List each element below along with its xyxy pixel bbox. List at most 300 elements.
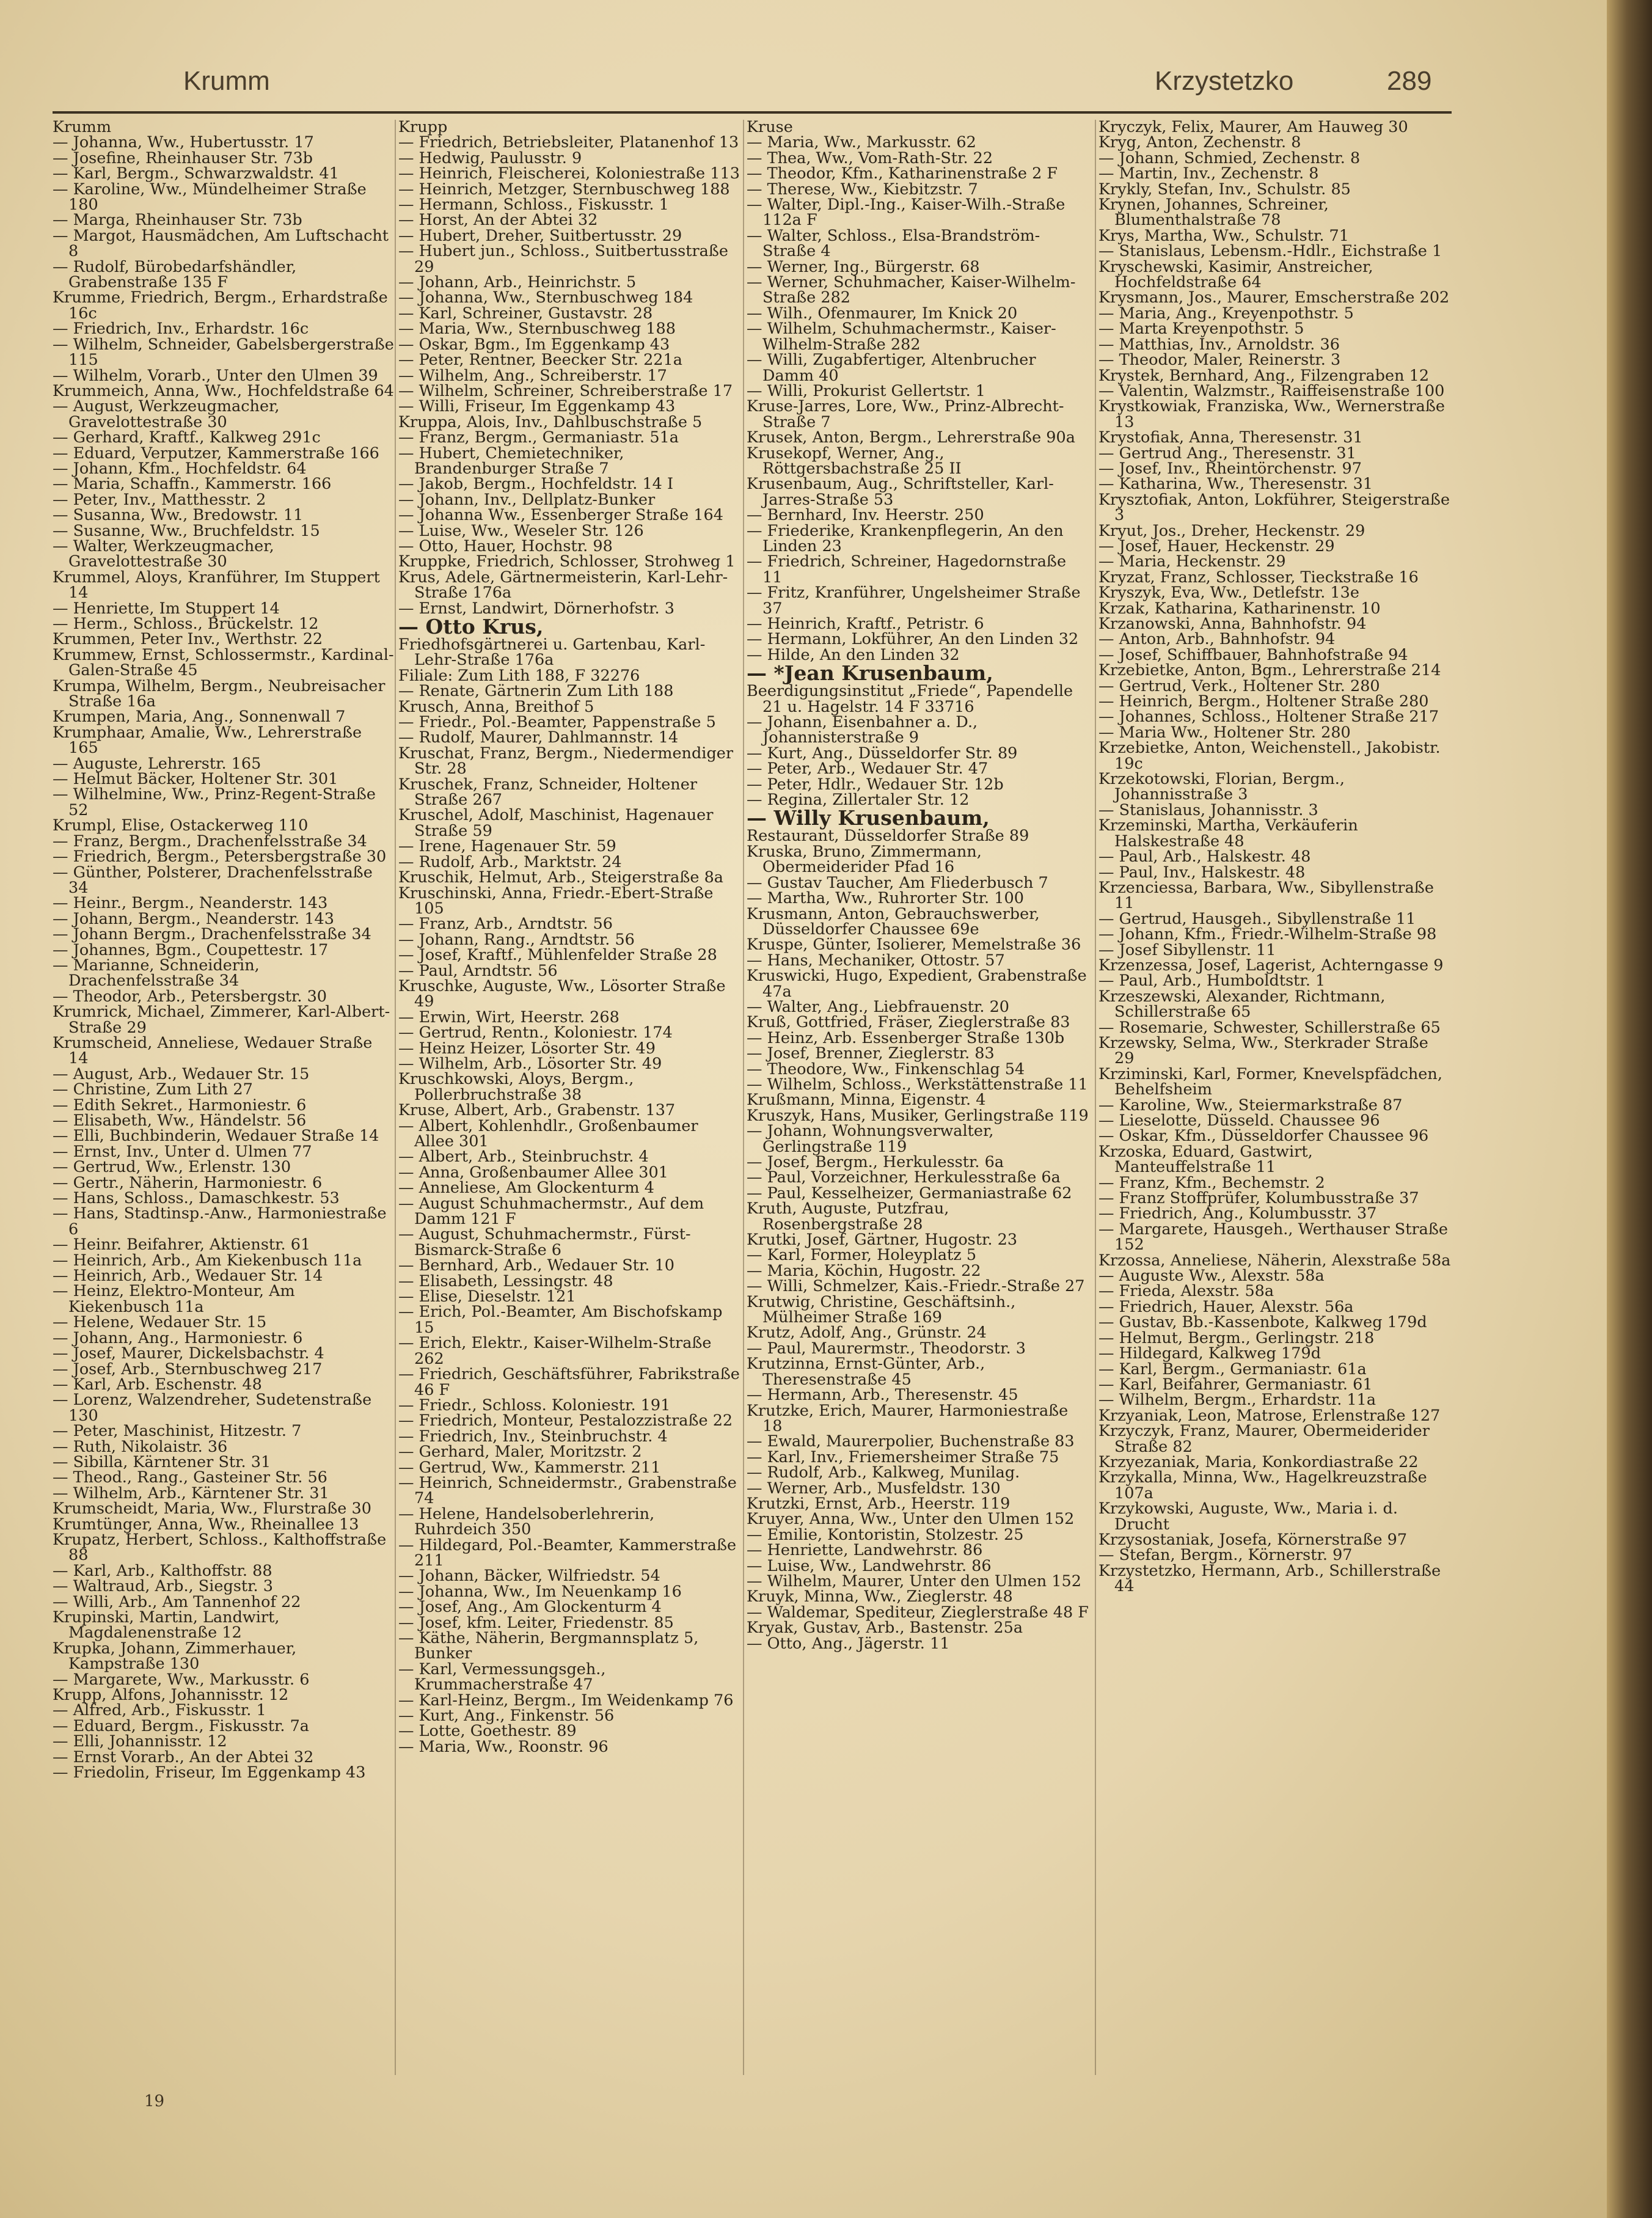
directory-entry: Beerdigungsinstitut „Friede“, Papendelle 21 u. Hagelstr. 14 F 33716 (747, 682, 1073, 716)
directory-entry: Krummeich, Anna, Ww., Hochfeldstraße 64 (53, 381, 394, 400)
directory-entry: — Maria, Heckenstr. 29 (1098, 552, 1286, 571)
directory-entry: — Paul, Inv., Halskestr. 48 (1098, 863, 1306, 882)
directory-entry: Krykly, Stefan, Inv., Schulstr. 85 (1098, 180, 1351, 199)
directory-entry: — Josef, Brenner, Zieglerstr. 83 (747, 1044, 995, 1063)
directory-entry: — Karl, Inv., Friemersheimer Straße 75 (747, 1448, 1059, 1466)
directory-entry: — Karl, Schreiner, Gustavstr. 28 (398, 304, 653, 323)
directory-entry: Krußmann, Minna, Eigenstr. 4 (747, 1091, 986, 1110)
directory-entry: Kruse, Albert, Arb., Grabenstr. 137 (398, 1101, 676, 1120)
directory-entry: Krysmann, Jos., Maurer, Emscherstraße 202 (1098, 288, 1450, 307)
directory-entry: — Maria, Ww., Markusstr. 62 (747, 133, 976, 152)
directory-entry: Krzeminski, Martha, Verkäuferin Halskestraße 48 (1098, 816, 1358, 851)
directory-entry: — Auguste, Lehrerstr. 165 (53, 754, 261, 773)
directory-entry: — Helmut, Bergm., Gerlingstr. 218 (1098, 1328, 1375, 1347)
directory-entry: — Gertrud, Ww., Kammerstr. 211 (398, 1458, 661, 1477)
directory-entry: — Friedrich, Ang., Kolumbusstr. 37 (1098, 1204, 1377, 1223)
directory-entry: — Karl, Arb., Kalthoffstr. 88 (53, 1561, 272, 1580)
directory-entry: — Friedolin, Friseur, Im Eggenkamp 43 (53, 1763, 366, 1782)
directory-entry: — Werner, Arb., Musfeldstr. 130 (747, 1479, 1001, 1498)
directory-entry: — Oskar, Kfm., Düsseldorfer Chaussee 96 (1098, 1127, 1429, 1146)
directory-entry: — Karoline, Ww., Steiermarkstraße 87 (1098, 1096, 1403, 1114)
directory-entry: — Willi, Prokurist Gellertstr. 1 (747, 381, 986, 400)
directory-entry: Krystek, Bernhard, Ang., Filzengraben 12 (1098, 366, 1430, 385)
directory-entry: — Rudolf, Arb., Kalkweg, Munilag. (747, 1463, 1020, 1482)
directory-entry: Krumphaar, Amalie, Ww., Lehrerstraße 165 (53, 723, 362, 758)
directory-entry: — Walter, Dipl.-Ing., Kaiser-Wilh.-Straße 112a F (747, 196, 1065, 230)
directory-entry: — Josef, Kraftf., Mühlenfelder Straße 28 (398, 946, 717, 965)
directory-entry: — Willi, Arb., Am Tannenhof 22 (53, 1592, 301, 1611)
directory-entry: — Johann, Bergm., Neanderstr. 143 (53, 909, 334, 928)
directory-entry: — Franz, Kfm., Bechemstr. 2 (1098, 1173, 1325, 1192)
directory-entry: — Martha, Ww., Ruhrorter Str. 100 (747, 889, 1024, 908)
directory-entry: Krumm (53, 120, 112, 136)
directory-entry: Krutzinna, Ernst-Günter, Arb., Theresenstraße 45 (747, 1355, 985, 1389)
directory-entry: Kruschek, Franz, Schneider, Holtener Straße 267 (398, 775, 698, 810)
directory-entry: Filiale: Zum Lith 188, F 32276 (398, 666, 640, 685)
directory-entry: — Hubert, Dreher, Suitbertusstr. 29 (398, 226, 682, 245)
directory-entry: — Peter, Hdlr., Wedauer Str. 12b (747, 775, 1004, 794)
directory-entry: — Rosemarie, Schwester, Schillerstraße 65 (1098, 1018, 1441, 1037)
directory-entry: Krumpl, Elise, Ostackerweg 110 (53, 816, 309, 835)
directory-entry: Kryzat, Franz, Schlosser, Tieckstraße 16 (1098, 568, 1419, 587)
directory-entry: Krusekopf, Werner, Ang., Röttgersbachstraße 25 II (747, 444, 962, 478)
directory-entry: — Friedrich, Betriebsleiter, Platanenhof 13 (398, 133, 739, 152)
directory-entry: — Henriette, Im Stuppert 14 (53, 599, 280, 618)
directory-entry: — Emilie, Kontoristin, Stolzestr. 25 (747, 1525, 1024, 1544)
directory-entry: — Christine, Zum Lith 27 (53, 1080, 253, 1099)
directory-entry: — Ernst Vorarb., An der Abtei 32 (53, 1748, 314, 1766)
directory-entry: — Fritz, Kranführer, Ungelsheimer Straße 37 (747, 584, 1081, 618)
directory-entry: Kruschik, Helmut, Arb., Steigerstraße 8a (398, 868, 724, 887)
directory-entry: — Josef, Inv., Rheintörchenstr. 97 (1098, 459, 1362, 478)
directory-entry: — Gertr., Näherin, Harmoniestr. 6 (53, 1173, 323, 1192)
directory-entry: — Hildegard, Pol.-Beamter, Kammerstraße 211 (398, 1535, 737, 1570)
directory-entry: — August, Werkzeugmacher, Gravelottestraße 30 (53, 397, 280, 431)
directory-entry: — Gertrud, Rentn., Koloniestr. 174 (398, 1023, 673, 1042)
column-divider (743, 120, 744, 2075)
directory-entry: — Johanna, Ww., Hubertusstr. 17 (53, 133, 314, 152)
directory-entry: — Paul, Vorzeichner, Herkulesstraße 6a (747, 1168, 1061, 1187)
directory-entry: Krzak, Katharina, Katharinenstr. 10 (1098, 599, 1381, 618)
directory-entry: — Hermann, Arb., Theresenstr. 45 (747, 1386, 1018, 1405)
directory-entry: — Heinz, Elektro-Monteur, Am Kiekenbusch 11a (53, 1282, 295, 1316)
directory-entry: — August Schuhmachermstr., Auf dem Damm 121 F (398, 1194, 704, 1229)
directory-entry: — Heinz Heizer, Lösorter Str. 49 (398, 1039, 656, 1058)
directory-entry: — Paul, Kesselheizer, Germaniastraße 62 (747, 1184, 1072, 1202)
directory-entry: — Maria Ww., Holtener Str. 280 (1098, 723, 1351, 742)
directory-entry: Kruppke, Friedrich, Schlosser, Strohweg 1 (398, 552, 736, 571)
directory-entry: — Johann, Wohnungsverwalter, Gerlingstraße 119 (747, 1122, 994, 1156)
directory-entry: — Elise, Dieselstr. 121 (398, 1287, 576, 1306)
directory-entry: — Wilhelm, Bergm., Erhardstr. 11a (1098, 1391, 1376, 1410)
directory-entry: — Willy Krusenbaum, (747, 806, 990, 830)
directory-entry: Krupp (398, 120, 448, 136)
directory-entry: — Johann, Ang., Harmoniestr. 6 (53, 1328, 303, 1347)
directory-entry: — Valentin, Walzmstr., Raiffeisenstraße 100 (1098, 381, 1445, 400)
directory-entry: — Johanna, Ww., Im Neuenkamp 16 (398, 1582, 682, 1601)
directory-entry: — Johann, Inv., Dellplatz-Bunker (398, 490, 656, 509)
directory-entry: — Karl, Vermessungsgeh., Krummacherstraße 47 (398, 1660, 606, 1694)
directory-entry: Kruschkowski, Aloys, Bergm., Pollerbruchstraße 38 (398, 1070, 634, 1104)
directory-entry: — Elisabeth, Ww., Händelstr. 56 (53, 1111, 307, 1130)
directory-entry: Krzenciessa, Barbara, Ww., Sibyllenstraße 11 (1098, 878, 1434, 913)
directory-entry: — Wilhelm, Arb., Lösorter Str. 49 (398, 1054, 662, 1073)
directory-entry: Krusek, Anton, Bergm., Lehrerstraße 90a (747, 428, 1075, 447)
directory-entry: — Stanislaus, Johannisstr. 3 (1098, 800, 1318, 819)
directory-entry: — Franz, Arb., Arndtstr. 56 (398, 915, 613, 934)
directory-entry: — Theodor, Maler, Reinerstr. 3 (1098, 351, 1341, 370)
directory-entry: Krumscheid, Anneliese, Wedauer Straße 14 (53, 1033, 373, 1068)
directory-entry: — Johannes, Schloss., Holtener Straße 217 (1098, 708, 1439, 727)
directory-entry: Krusmann, Anton, Gebrauchswerber, Düsseldorfer Chaussee 69e (747, 904, 1040, 939)
directory-entry: — Günther, Polsterer, Drachenfelsstraße 34 (53, 863, 373, 897)
directory-entry: — Paul, Arndtstr. 56 (398, 961, 558, 980)
directory-entry: Kruschat, Franz, Bergm., Niedermendiger Str. 28 (398, 744, 734, 778)
directory-entry: — Heinr., Bergm., Neanderstr. 143 (53, 894, 328, 913)
directory-entry: — Theodor, Arb., Petersbergstr. 30 (53, 987, 327, 1006)
directory-entry: — Waltraud, Arb., Siegstr. 3 (53, 1577, 273, 1596)
directory-entry: Krzeszewski, Alexander, Richtmann, Schillerstraße 65 (1098, 987, 1386, 1022)
directory-entry: — Walter, Ang., Liebfrauenstr. 20 (747, 997, 1010, 1016)
directory-entry: — Albert, Kohlenhdlr., Großenbaumer Allee 301 (398, 1116, 698, 1151)
page-number: 289 (1387, 66, 1432, 96)
directory-entry: — Heinrich, Metzger, Sternbuschweg 188 (398, 180, 730, 199)
directory-entry: — Luise, Ww., Weseler Str. 126 (398, 521, 644, 540)
directory-entry: — Paul, Arb., Halskestr. 48 (1098, 847, 1311, 866)
directory-entry: Krumpen, Maria, Ang., Sonnenwall 7 (53, 708, 346, 727)
directory-entry: Krzebietke, Anton, Weichenstell., Jakobistr. 19c (1098, 739, 1441, 773)
directory-entry: — Walter, Schloss., Elsa-Brandström-Straße 4 (747, 226, 1040, 261)
directory-entry: — Rudolf, Bürobedarfshändler, Grabenstraße 135 F (53, 257, 297, 292)
directory-entry: — Anneliese, Am Glockenturm 4 (398, 1179, 654, 1198)
directory-entry: — Heinz, Arb. Essenberger Straße 130b (747, 1028, 1065, 1047)
directory-entry: — Heinr. Beifahrer, Aktienstr. 61 (53, 1235, 311, 1254)
directory-entry: — Eduard, Bergm., Fiskusstr. 7a (53, 1716, 309, 1735)
directory-entry: — Johann, Schmied, Zechenstr. 8 (1098, 148, 1361, 167)
directory-entry: — Karl, Bergm., Schwarzwaldstr. 41 (53, 164, 339, 183)
book-spine (1607, 0, 1652, 2218)
directory-entry: — Hubert, Chemietechniker, Brandenburger Straße 7 (398, 444, 624, 478)
directory-entry: Krzoska, Eduard, Gastwirt, Manteuffelstraße 11 (1098, 1142, 1313, 1177)
directory-entry: — Bernhard, Arb., Wedauer Str. 10 (398, 1256, 674, 1275)
directory-entry: Restaurant, Düsseldorfer Straße 89 (747, 827, 1029, 846)
directory-entry: Krziminski, Karl, Former, Knevelspfädchen, Behelfsheim (1098, 1064, 1442, 1099)
directory-entry: — Kurt, Ang., Düsseldorfer Str. 89 (747, 744, 1018, 763)
directory-entry: — Ewald, Maurerpolier, Buchenstraße 83 (747, 1432, 1075, 1451)
directory-entry: — Friedrich, Geschäftsführer, Fabrikstraße 46 F (398, 1365, 740, 1399)
directory-entry: Kruschke, Auguste, Ww., Lösorter Straße 49 (398, 976, 726, 1011)
directory-entry: Kryg, Anton, Zechenstr. 8 (1098, 133, 1301, 152)
directory-entry: — Ruth, Nikolaistr. 36 (53, 1437, 228, 1456)
directory-entry: Krystofiak, Anna, Theresenstr. 31 (1098, 428, 1363, 447)
directory-entry: Krusch, Anna, Breithof 5 (398, 697, 594, 716)
directory-entry: — Otto, Ang., Jägerstr. 11 (747, 1634, 950, 1653)
directory-entry: Kryut, Jos., Dreher, Heckenstr. 29 (1098, 521, 1365, 540)
directory-entry: Kruszyk, Hans, Musiker, Gerlingstraße 119 (747, 1106, 1089, 1125)
directory-entry: — Johanna, Ww., Sternbuschweg 184 (398, 288, 693, 307)
directory-entry: — Rudolf, Arb., Marktstr. 24 (398, 852, 622, 871)
directory-entry: — Susanna, Ww., Bredowstr. 11 (53, 506, 304, 525)
directory-entry: — Theod., Rang., Gasteiner Str. 56 (53, 1468, 327, 1487)
directory-entry: — Peter, Rentner, Beecker Str. 221a (398, 351, 682, 370)
directory-entry: Krzossa, Anneliese, Näherin, Alexstraße 58a (1098, 1251, 1451, 1270)
directory-entry: — Edith Sekret., Harmoniestr. 6 (53, 1096, 307, 1114)
directory-entry: — Renate, Gärtnerin Zum Lith 188 (398, 682, 674, 701)
directory-entry: — Bernhard, Inv. Heerstr. 250 (747, 506, 984, 525)
directory-entry: — Wilhelm, Schuhmachermstr., Kaiser-Wilhelm-Straße 282 (747, 320, 1056, 354)
directory-entry: — Hermann, Lokführer, An den Linden 32 (747, 630, 1079, 649)
directory-entry: — Gerhard, Kraftf., Kalkweg 291c (53, 428, 321, 447)
directory-entry: — Heinrich, Arb., Wedauer Str. 14 (53, 1267, 323, 1286)
directory-entry: — Auguste Ww., Alexstr. 58a (1098, 1267, 1325, 1286)
directory-entry: Krummew, Ernst, Schlossermstr., Kardinal-Galen-Straße 45 (53, 645, 394, 680)
footer-number: 19 (144, 2092, 165, 2110)
header-first-name: Krumm (183, 66, 270, 96)
directory-entry: Friedhofsgärtnerei u. Gartenbau, Karl-Lehr-Straße 176a (398, 635, 706, 670)
directory-entry: Krusenbaum, Aug., Schriftsteller, Karl-Jarres-Straße 53 (747, 475, 1054, 509)
directory-entry: — Elli, Johannisstr. 12 (53, 1732, 227, 1751)
directory-entry: — Johann Bergm., Drachenfelsstraße 34 (53, 925, 371, 944)
column-divider (395, 120, 396, 2075)
directory-entry: Krynen, Johannes, Schreiner, Blumenthalstraße 78 (1098, 196, 1329, 230)
directory-entry: — Walter, Werkzeugmacher, Gravelottestraße 30 (53, 536, 274, 571)
directory-entry: — Josef, Ang., Am Glockenturm 4 (398, 1598, 662, 1617)
directory-entry: — Martin, Inv., Zechenstr. 8 (1098, 164, 1319, 183)
directory-entry: Kruspe, Günter, Isolierer, Memelstraße 36 (747, 935, 1081, 954)
directory-entry: — Josefine, Rheinhauser Str. 73b (53, 148, 313, 167)
directory-entry: — Ernst, Landwirt, Dörnerhofstr. 3 (398, 599, 674, 618)
directory-entry: Krupka, Johann, Zimmerhauer, Kampstraße 130 (53, 1639, 297, 1674)
directory-entry: — Peter, Maschinist, Hitzestr. 7 (53, 1422, 302, 1441)
directory-entry: — Maria, Ang., Kreyenpothstr. 5 (1098, 304, 1354, 323)
directory-entry: — Heinrich, Arb., Am Kiekenbusch 11a (53, 1251, 362, 1270)
directory-entry: — Regina, Zillertaler Str. 12 (747, 791, 970, 810)
directory-entry: Krzyczyk, Franz, Maurer, Obermeiderider Straße 82 (1098, 1422, 1430, 1456)
directory-entry: Kruska, Bruno, Zimmermann, Obermeiderider Pfad 16 (747, 842, 982, 877)
directory-entry: — Johann, Eisenbahner a. D., Johannisterstraße 9 (747, 713, 978, 747)
directory-entry: Kruth, Auguste, Putzfrau, Rosenbergstraße 28 (747, 1199, 949, 1234)
directory-entry: Krupatz, Herbert, Schloss., Kalthoffstraße 88 (53, 1530, 387, 1565)
directory-entry: — Maria, Ww., Roonstr. 96 (398, 1737, 609, 1756)
directory-entry: — Gertrud, Verk., Holtener Str. 280 (1098, 676, 1380, 695)
directory-entry: Krzystetzko, Hermann, Arb., Schillerstraße 44 (1098, 1561, 1441, 1596)
directory-entry: — Hilde, An den Linden 32 (747, 645, 960, 664)
directory-entry: — Hedwig, Paulusstr. 9 (398, 148, 582, 167)
directory-entry: — Wilh., Ofenmaurer, Im Knick 20 (747, 304, 1018, 323)
directory-entry: — Gustav Taucher, Am Fliederbusch 7 (747, 873, 1048, 892)
directory-entry: — Hans, Mechaniker, Ottostr. 57 (747, 951, 1005, 970)
directory-entry: — Käthe, Näherin, Bergmannsplatz 5, Bunker (398, 1629, 699, 1663)
directory-entry: Kruß, Gottfried, Fräser, Zieglerstraße 83 (747, 1013, 1070, 1032)
directory-entry: — Wilhelm, Schneider, Gabelsbergerstraße 115 (53, 335, 394, 370)
directory-entry: Kruswicki, Hugo, Expedient, Grabenstraße 47a (747, 967, 1087, 1001)
directory-entry: — Franz, Bergm., Germaniastr. 51a (398, 428, 679, 447)
directory-entry: — Maria, Schaffn., Kammerstr. 166 (53, 475, 332, 494)
directory-entry: Krumme, Friedrich, Bergm., Erhardstraße 16c (53, 288, 388, 323)
header-rule (53, 111, 1452, 114)
column-1 (53, 120, 395, 2099)
directory-entry: Kryszyk, Eva, Ww., Detlefstr. 13e (1098, 584, 1359, 602)
directory-entry: — Frieda, Alexstr. 58a (1098, 1282, 1274, 1301)
directory-entry: Krystkowiak, Franziska, Ww., Wernerstraße 13 (1098, 397, 1445, 431)
column-4 (1098, 120, 1453, 2099)
directory-entry: — Gertrud Ang., Theresenstr. 31 (1098, 444, 1356, 463)
directory-entry: — Stanislaus, Lebensm.-Hdlr., Eichstraße 1 (1098, 242, 1442, 261)
directory-entry: — Ernst, Inv., Unter d. Ulmen 77 (53, 1142, 312, 1161)
directory-entry: — Peter, Inv., Matthesstr. 2 (53, 490, 266, 509)
directory-entry: Krzyezaniak, Maria, Konkordiastraße 22 (1098, 1452, 1419, 1471)
directory-entry: — Paul, Arb., Humboldtstr. 1 (1098, 972, 1326, 990)
directory-entry: — Oskar, Bgm., Im Eggenkamp 43 (398, 335, 670, 354)
directory-entry: — Lieselotte, Düsseld. Chaussee 96 (1098, 1111, 1380, 1130)
directory-entry: — Johann, Kfm., Friedr.-Wilhelm-Straße 98 (1098, 925, 1437, 944)
directory-entry: Krumscheidt, Maria, Ww., Flurstraße 30 (53, 1499, 371, 1518)
directory-entry: — Johann, Kfm., Hochfeldstr. 64 (53, 459, 307, 478)
directory-entry: — Katharina, Ww., Theresenstr. 31 (1098, 475, 1373, 494)
directory-entry: — Rudolf, Maurer, Dahlmannstr. 14 (398, 728, 679, 747)
directory-entry: Kryschewski, Kasimir, Anstreicher, Hochfeldstraße 64 (1098, 257, 1373, 292)
directory-entry: — Karl, Former, Holeyplatz 5 (747, 1246, 977, 1265)
directory-entry: Krutzki, Ernst, Arb., Heerstr. 119 (747, 1494, 1011, 1513)
directory-entry: — Gerhard, Maler, Moritzstr. 2 (398, 1443, 642, 1462)
column-3 (747, 120, 1089, 2099)
directory-entry: — Wilhelm, Schloss., Werkstättenstraße 11 (747, 1075, 1088, 1094)
directory-entry: — Alfred, Arb., Fiskusstr. 1 (53, 1701, 266, 1720)
directory-entry: — Karl, Bergm., Germaniastr. 61a (1098, 1360, 1367, 1378)
directory-entry: — Marga, Rheinhauser Str. 73b (53, 211, 302, 230)
directory-entry: — Helene, Wedauer Str. 15 (53, 1313, 267, 1332)
directory-entry: — Wilhelm, Arb., Kärntener Str. 31 (53, 1484, 329, 1502)
directory-entry: — Friedrich, Inv., Erhardstr. 16c (53, 320, 309, 339)
directory-entry: — Otto Krus, (398, 615, 544, 639)
directory-entry: Krutki, Josef, Gärtner, Hugostr. 23 (747, 1231, 1018, 1250)
directory-entry: Krus, Adele, Gärtnermeisterin, Karl-Lehr-Straße 176a (398, 568, 728, 602)
column-divider (1095, 120, 1096, 2075)
directory-entry: — Wilhelm, Ang., Schreiberstr. 17 (398, 366, 667, 385)
directory-entry: Krutzke, Erich, Maurer, Harmoniestraße 18 (747, 1401, 1069, 1435)
directory-entry: — Lotte, Goethestr. 89 (398, 1722, 577, 1741)
directory-entry: — Johann, Arb., Heinrichstr. 5 (398, 273, 637, 292)
header-last-name: Krzystetzko (1155, 66, 1294, 96)
directory-entry: — Therese, Ww., Kiebitzstr. 7 (747, 180, 978, 199)
directory-entry: — Herm., Schloss., Brückelstr. 12 (53, 615, 319, 633)
directory-entry: Kruschinski, Anna, Friedr.-Ebert-Straße 105 (398, 884, 714, 918)
directory-entry: — Jakob, Bergm., Hochfeldstr. 14 I (398, 475, 674, 494)
directory-entry: — Margarete, Ww., Markusstr. 6 (53, 1670, 310, 1689)
directory-entry: — Josef Sibyllenstr. 11 (1098, 940, 1276, 959)
directory-entry: — Friedrich, Hauer, Alexstr. 56a (1098, 1297, 1354, 1316)
directory-entry: — Maria, Köchin, Hugostr. 22 (747, 1261, 981, 1280)
directory-entry: — Friedrich, Inv., Steinbruchstr. 4 (398, 1427, 668, 1446)
directory-entry: — Peter, Arb., Wedauer Str. 47 (747, 759, 989, 778)
directory-entry: Krumrick, Michael, Zimmerer, Karl-Albert-Straße 29 (53, 1003, 390, 1037)
directory-entry: — Wilhelm, Schreiner, Schreiberstraße 17 (398, 381, 733, 400)
directory-entry: — Johanna Ww., Essenberger Straße 164 (398, 506, 723, 525)
directory-entry: — Sibilla, Kärntener Str. 31 (53, 1452, 271, 1471)
directory-entry: Krzewsky, Selma, Ww., Sterkrader Straße 29 (1098, 1033, 1428, 1068)
directory-entry: Krzykalla, Minna, Ww., Hagelkreuzstraße 107a (1098, 1468, 1427, 1502)
directory-entry: Krupinski, Martin, Landwirt, Magdalenenstraße 12 (53, 1608, 280, 1642)
directory-entry: — Johannes, Bgm., Coupettestr. 17 (53, 940, 329, 959)
directory-entry: — Margot, Hausmädchen, Am Luftschacht 8 (53, 226, 389, 261)
directory-entry: — Matthias, Inv., Arnoldstr. 36 (1098, 335, 1340, 354)
directory-entry: — Wilhelmine, Ww., Prinz-Regent-Straße 52 (53, 785, 376, 819)
directory-entry: — Paul, Maurermstr., Theodorstr. 3 (747, 1339, 1026, 1358)
directory-entry: Kryak, Gustav, Arb., Bastenstr. 25a (747, 1619, 1023, 1638)
directory-entry: — August, Schuhmachermstr., Fürst-Bismarck-Straße 6 (398, 1225, 691, 1259)
directory-entry: — Karl-Heinz, Bergm., Im Weidenkamp 76 (398, 1691, 734, 1710)
directory-entry: — Stefan, Bergm., Körnerstr. 97 (1098, 1546, 1353, 1565)
directory-entry: Kryczyk, Felix, Maurer, Am Hauweg 30 (1098, 120, 1408, 136)
directory-entry: — Josef, Arb., Sternbuschweg 217 (53, 1360, 323, 1378)
directory-entry: Krzykowski, Auguste, Ww., Maria i. d. Drucht (1098, 1499, 1398, 1534)
column-2 (398, 120, 740, 2099)
directory-entry: — Josef, Schiffbauer, Bahnhofstraße 94 (1098, 645, 1408, 664)
directory-entry: — Eduard, Verputzer, Kammerstraße 166 (53, 444, 379, 463)
directory-entry: — Gertrud, Hausgeh., Sibyllenstraße 11 (1098, 909, 1416, 928)
directory-entry: — Karl, Beifahrer, Germaniastr. 61 (1098, 1375, 1373, 1394)
directory-entry: — Erich, Pol.-Beamter, Am Bischofskamp 15 (398, 1303, 723, 1337)
directory-entry: — Josef, kfm. Leiter, Friedenstr. 85 (398, 1613, 674, 1632)
directory-entry: — Anton, Arb., Bahnhofstr. 94 (1098, 630, 1336, 649)
directory-entry: — Karl, Arb. Eschenstr. 48 (53, 1375, 262, 1394)
directory-entry: — Hans, Stadtinsp.-Anw., Harmoniestraße 6 (53, 1204, 387, 1239)
directory-entry: Krzenzessa, Josef, Lagerist, Achterngasse 9 (1098, 956, 1444, 975)
directory-entry: — Helmut Bäcker, Holtener Str. 301 (53, 770, 338, 789)
directory-entry: — Marta Kreyenpothstr. 5 (1098, 320, 1304, 339)
directory-entry: — Johann, Rang., Arndtstr. 56 (398, 930, 635, 949)
directory-entry: Kruppa, Alois, Inv., Dahlbuschstraße 5 (398, 412, 703, 431)
directory-entry: Kruyk, Minna, Ww., Zieglerstr. 48 (747, 1587, 1013, 1606)
directory-entry: — Theodor, Kfm., Katharinenstraße 2 F (747, 164, 1058, 183)
directory-entry: Krupp, Alfons, Johannisstr. 12 (53, 1686, 289, 1705)
directory-entry: — Friedr., Schloss. Koloniestr. 191 (398, 1396, 671, 1415)
directory-entry: — Elli, Buchbinderin, Wedauer Straße 14 (53, 1127, 379, 1146)
directory-entry: Krummel, Aloys, Kranführer, Im Stuppert 14 (53, 568, 380, 602)
directory-entry: — Friedrich, Bergm., Petersbergstraße 30 (53, 847, 387, 866)
directory-entry: — Erwin, Wirt, Heerstr. 268 (398, 1008, 620, 1027)
directory-entry: — Maria, Ww., Sternbuschweg 188 (398, 320, 676, 339)
directory-entry: — Wilhelm, Vorarb., Unter den Ulmen 39 (53, 366, 378, 385)
directory-entry: — Marianne, Schneiderin, Drachenfelsstraße 34 (53, 956, 260, 990)
directory-entry: — Josef, Maurer, Dickelsbachstr. 4 (53, 1344, 324, 1363)
directory-entry: — Theodore, Ww., Finkenschlag 54 (747, 1060, 1025, 1078)
directory-entry: — Anna, Großenbaumer Allee 301 (398, 1163, 668, 1182)
directory-entry: — August, Arb., Wedauer Str. 15 (53, 1064, 310, 1083)
directory-entry: Krzysostaniak, Josefa, Körnerstraße 97 (1098, 1530, 1408, 1549)
directory-entry: Krzebietke, Anton, Bgm., Lehrerstraße 214 (1098, 661, 1441, 680)
directory-entry: — Margarete, Hausgeh., Werthauser Straße 152 (1098, 1220, 1448, 1254)
directory-entry: — Hermann, Schloss., Fiskusstr. 1 (398, 196, 669, 214)
directory-entry: — Kurt, Ang., Finkenstr. 56 (398, 1707, 615, 1726)
directory-entry: Krzekotowski, Florian, Bergm., Johannisstraße 3 (1098, 770, 1345, 804)
directory-entry: — Gertrud, Ww., Erlenstr. 130 (53, 1158, 291, 1177)
directory-entry: Kruse-Jarres, Lore, Ww., Prinz-Albrecht-Straße 7 (747, 397, 1064, 431)
directory-entry: — Willi, Zugabfertiger, Altenbrucher Damm 40 (747, 351, 1036, 385)
directory-entry: Krzanowski, Anna, Bahnhofstr. 94 (1098, 615, 1367, 633)
directory-entry: — Friedr., Pol.-Beamter, Pappenstraße 5 (398, 713, 716, 732)
directory-entry: Krys, Martha, Ww., Schulstr. 71 (1098, 226, 1349, 245)
directory-entry: — Albert, Arb., Steinbruchstr. 4 (398, 1147, 649, 1166)
directory-entry: — Hubert jun., Schloss., Suitbertusstraße 29 (398, 242, 728, 276)
directory-entry: — Franz Stoffprüfer, Kolumbusstraße 37 (1098, 1189, 1419, 1208)
directory-entry: Krumtünger, Anna, Ww., Rheinallee 13 (53, 1515, 359, 1534)
directory-entry: — Franz, Bergm., Drachenfelsstraße 34 (53, 832, 367, 851)
directory-entry: — Hildegard, Kalkweg 179d (1098, 1344, 1321, 1363)
directory-entry: — Willi, Friseur, Im Eggenkamp 43 (398, 397, 676, 416)
directory-entry: Kruschel, Adolf, Maschinist, Hagenauer Straße 59 (398, 806, 714, 840)
directory-entry: — Waldemar, Spediteur, Zieglerstraße 48 F (747, 1603, 1089, 1622)
